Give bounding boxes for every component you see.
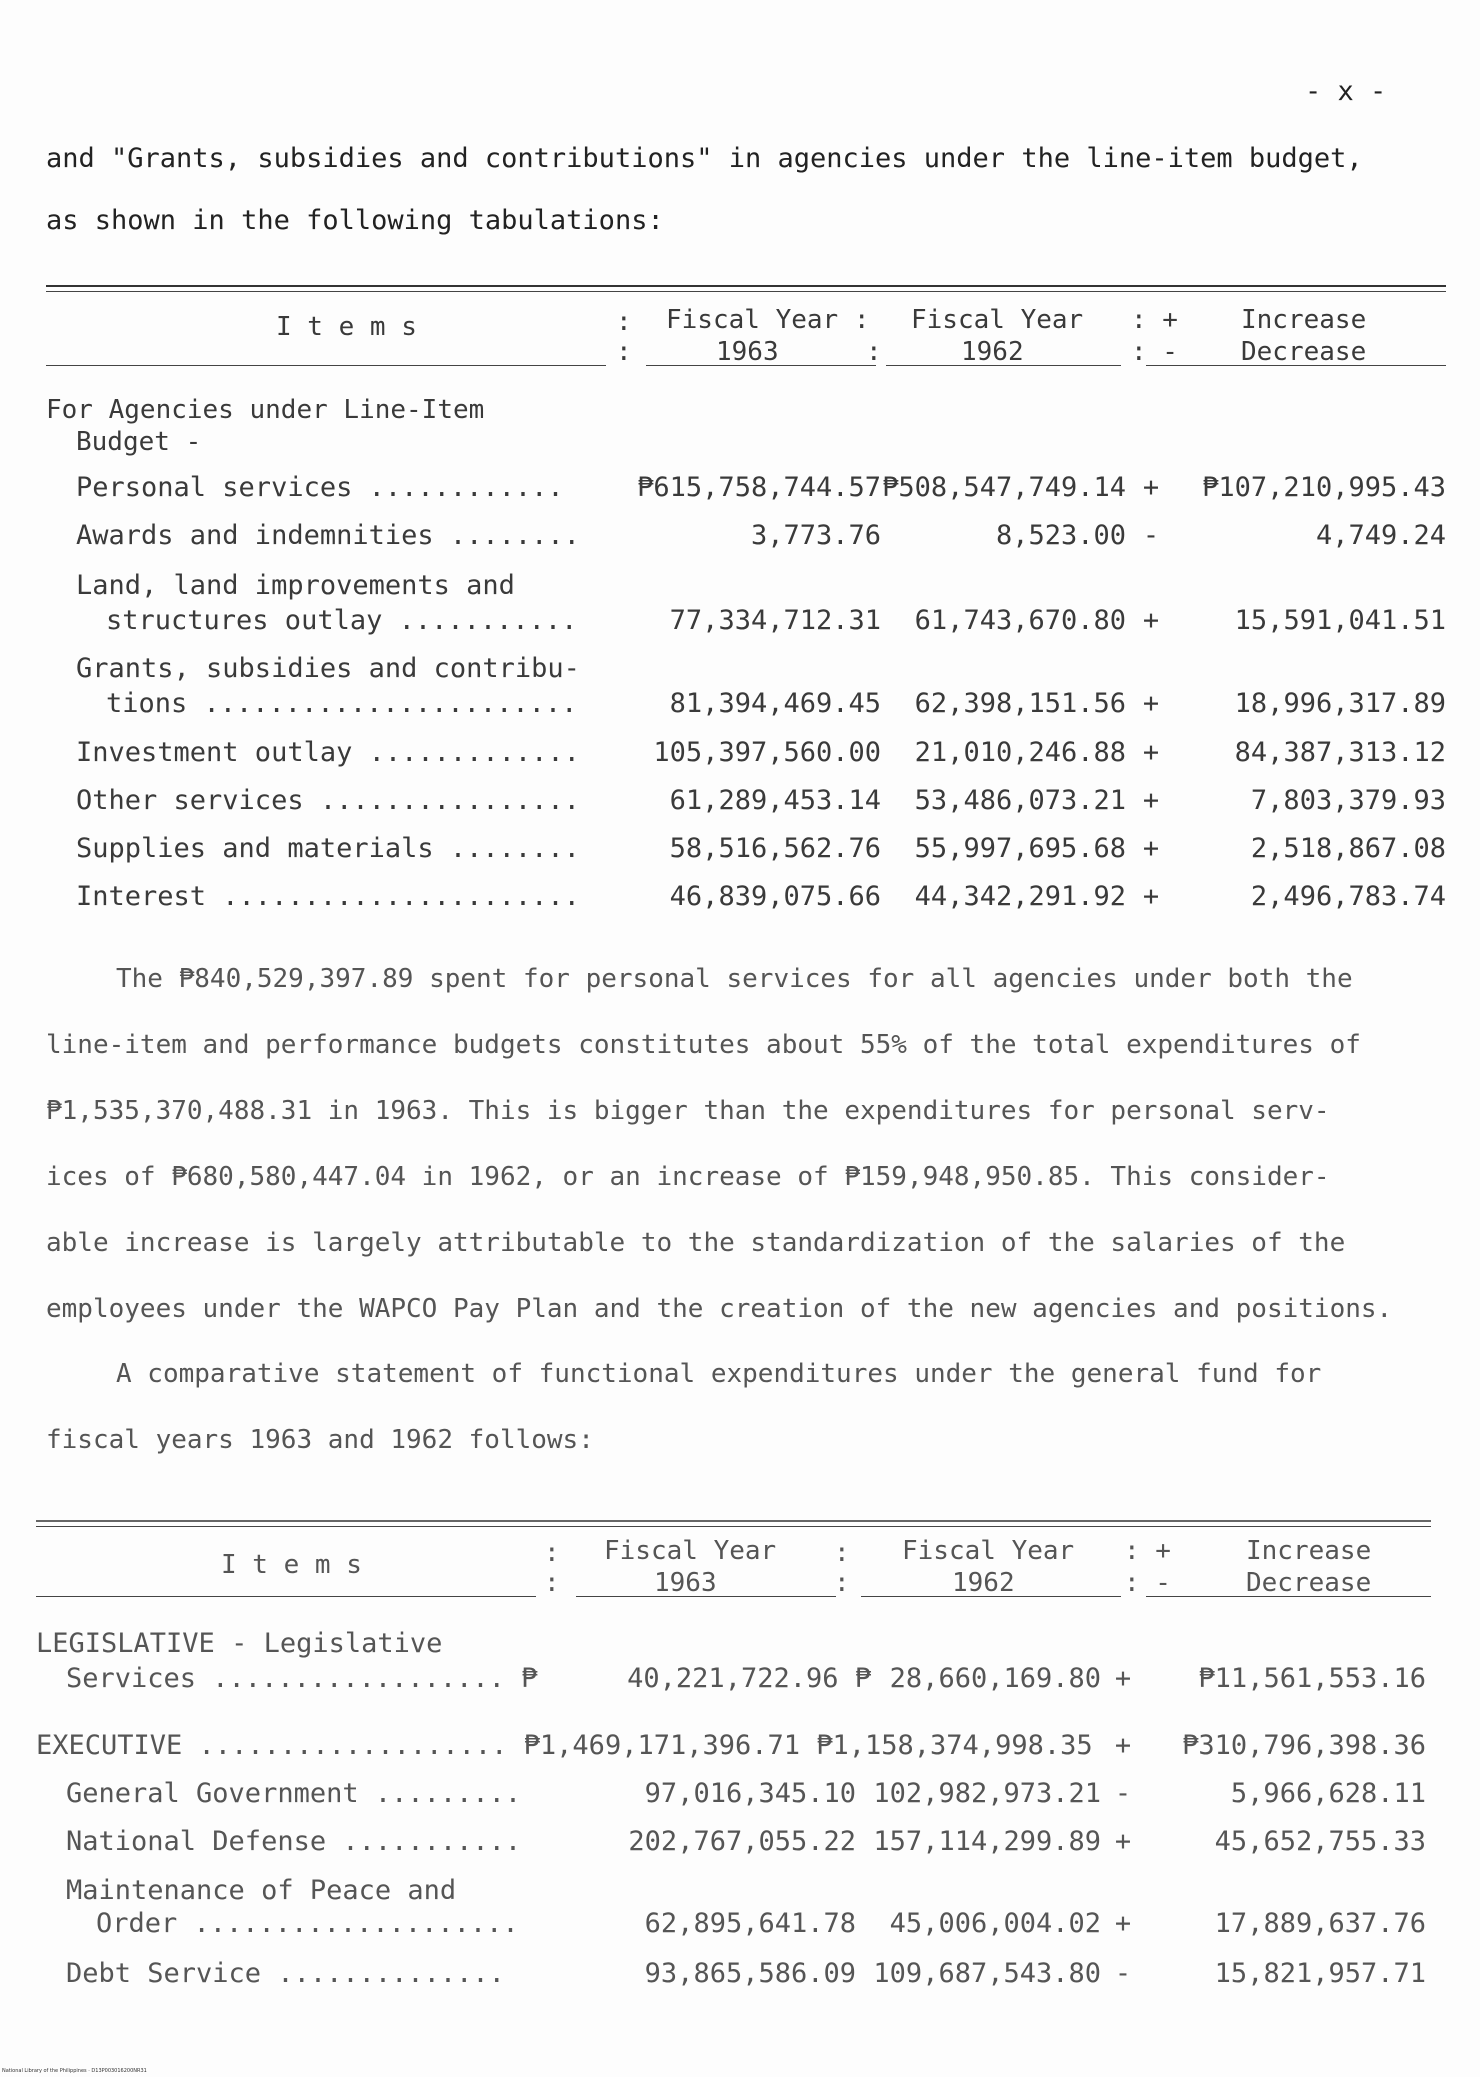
header-underline — [576, 1596, 836, 1597]
value-change: 2,518,867.08 — [1250, 833, 1446, 864]
row-label: Awards and indemnities ........ — [76, 520, 580, 551]
value-1962: 157,114,299.89 — [873, 1826, 1101, 1857]
row-label-cont: Order .................... — [96, 1908, 519, 1939]
intro-line: and "Grants, subsidies and contributions" in agencies under the line-item budget, — [46, 143, 1363, 174]
row-label-cont: Services .................. ₱ — [66, 1663, 538, 1694]
intro-paragraph — [46, 128, 1446, 252]
paragraph-line: ices of ₱680,580,447.04 in 1962, or an increase of ₱159,948,950.85. This consider- — [46, 1162, 1330, 1192]
value-1962: 28,660,169.80 — [889, 1663, 1101, 1694]
table-row — [36, 1958, 1436, 1998]
table-row — [36, 1826, 1436, 1866]
value-change: 7,803,379.93 — [1250, 785, 1446, 816]
table-row — [36, 1730, 1436, 1770]
table-row — [46, 881, 1446, 921]
header-fy1963: Fiscal Year — [604, 1536, 777, 1566]
row-label: General Government ......... — [66, 1778, 522, 1809]
value-change: ₱310,796,398.36 — [1182, 1730, 1426, 1761]
table-row — [46, 472, 1446, 512]
value-change: 17,889,637.76 — [1214, 1908, 1426, 1939]
header-colon: : — [834, 1538, 850, 1568]
change-sign: - — [1142, 520, 1160, 551]
value-1962: 21,010,246.88 — [914, 737, 1126, 768]
table-row-label-line — [36, 1628, 1436, 1668]
table-row — [46, 785, 1446, 825]
row-label: Maintenance of Peace and — [66, 1875, 457, 1906]
header-items: I t e m s — [221, 1550, 362, 1580]
change-sign: - — [1114, 1958, 1132, 1989]
header-increase: Increase — [1246, 1536, 1372, 1566]
value-change: 45,652,755.33 — [1214, 1826, 1426, 1857]
value-1962: 102,982,973.21 — [873, 1778, 1101, 1809]
value-change: 15,591,041.51 — [1234, 605, 1446, 636]
header-fy1962: Fiscal Year — [902, 1536, 1075, 1566]
table-row-label-line — [46, 570, 1446, 610]
change-sign: + — [1142, 785, 1160, 816]
table-row — [46, 833, 1446, 873]
value-1963: 97,016,345.10 — [644, 1778, 856, 1809]
page-number: - x - — [1305, 76, 1387, 107]
archive-footer: National Library of the Philippines · D13P003016200NR31 — [2, 2068, 147, 2074]
change-sign: + — [1142, 881, 1160, 912]
intro-line: as shown in the following tabulations: — [46, 205, 664, 236]
change-sign: + — [1142, 472, 1160, 503]
change-sign: + — [1142, 688, 1160, 719]
value-change: 4,749.24 — [1315, 520, 1446, 551]
change-sign: + — [1114, 1663, 1132, 1694]
line-item-table — [46, 285, 1446, 935]
table-row — [36, 1778, 1436, 1818]
header-fy1963-year: 1963 — [654, 1568, 717, 1598]
header-colon: : — [616, 307, 632, 337]
change-sign: + — [1142, 833, 1160, 864]
paragraph-line: employees under the WAPCO Pay Plan and the creation of the new agencies and positions. — [46, 1294, 1393, 1324]
change-sign: + — [1114, 1826, 1132, 1857]
table-top-rule — [36, 1520, 1431, 1522]
header-items: I t e m s — [276, 312, 417, 342]
table-top-rule-2 — [46, 291, 1446, 292]
header-colon: : — [544, 1538, 560, 1568]
value-change: ₱107,210,995.43 — [1202, 472, 1446, 503]
value-change: 84,387,313.12 — [1234, 737, 1446, 768]
value-1962: 61,743,670.80 — [914, 605, 1126, 636]
row-label: Supplies and materials ........ — [76, 833, 580, 864]
value-1962: ₱508,547,749.14 — [882, 472, 1126, 503]
section-heading: For Agencies under Line-Item — [46, 395, 485, 425]
row-label: Other services ................ — [76, 785, 580, 816]
paragraph-line: fiscal years 1963 and 1962 follows: — [46, 1425, 594, 1455]
value-1962: 62,398,151.56 — [914, 688, 1126, 719]
section-heading-cont: Budget - — [76, 427, 202, 457]
change-sign: + — [1142, 605, 1160, 636]
paragraph-line: The ₱840,529,397.89 spent for personal services for all agencies under both the — [116, 964, 1353, 994]
comparative-paragraph — [46, 1341, 1446, 1473]
header-fy1963: Fiscal Year : — [666, 305, 870, 335]
row-label: National Defense ........... — [66, 1826, 522, 1857]
header-colon: : — [616, 337, 632, 367]
value-1963: 61,289,453.14 — [669, 785, 881, 816]
value-1962: 53,486,073.21 — [914, 785, 1126, 816]
header-colon: : — [834, 1568, 850, 1598]
row-label: Grants, subsidies and contribu- — [76, 653, 580, 684]
change-sign: + — [1142, 737, 1160, 768]
change-sign: - — [1114, 1778, 1132, 1809]
paragraph-line: A comparative statement of functional expenditures under the general fund for — [116, 1359, 1322, 1389]
table-top-rule — [46, 285, 1446, 287]
header-underline — [1146, 1596, 1431, 1597]
value-change: 18,996,317.89 — [1234, 688, 1446, 719]
table-row — [46, 737, 1446, 777]
value-1962: 44,342,291.92 — [914, 881, 1126, 912]
header-underline — [861, 1596, 1121, 1597]
header-fy1962: Fiscal Year — [911, 305, 1084, 335]
value-1963: 202,767,055.22 — [628, 1826, 856, 1857]
value-1962: 55,997,695.68 — [914, 833, 1126, 864]
table-row — [46, 605, 1446, 645]
paragraph-line: ₱1,535,370,488.31 in 1963. This is bigger than the expenditures for personal serv- — [46, 1096, 1330, 1126]
table-row-label-line — [46, 653, 1446, 693]
header-underline — [646, 365, 876, 366]
row-label: Land, land improvements and — [76, 570, 515, 601]
header-underline — [886, 365, 1121, 366]
row-label: Interest ...................... — [76, 881, 580, 912]
header-fy1962-year: 1962 — [952, 1568, 1015, 1598]
header-fy1962-year: 1962 — [961, 337, 1024, 367]
value-1963: 58,516,562.76 — [669, 833, 881, 864]
value-1963: ₱615,758,744.57 — [637, 472, 881, 503]
value-1962: 8,523.00 — [995, 520, 1126, 551]
row-label-cont: tions ....................... — [106, 688, 578, 719]
header-sign-plus: : + — [1131, 305, 1178, 335]
personal-services-paragraph — [46, 946, 1446, 1342]
value-1963: 62,895,641.78 — [644, 1908, 856, 1939]
header-decrease: Decrease — [1241, 337, 1367, 367]
header-sign-plus: : + — [1124, 1536, 1171, 1566]
value-1963: 77,334,712.31 — [669, 605, 881, 636]
table-row — [46, 520, 1446, 560]
header-sign-minus: : - — [1124, 1568, 1171, 1598]
row-label: EXECUTIVE ................... ₱1,469,171,396.71 ₱1,158,374,998.35 — [36, 1730, 1093, 1761]
table-row — [36, 1663, 1436, 1703]
value-change: 15,821,957.71 — [1214, 1958, 1426, 1989]
table-top-rule-2 — [36, 1526, 1431, 1527]
value-1963: 3,773.76 — [750, 520, 881, 551]
value-1963: 46,839,075.66 — [669, 881, 881, 912]
value-1962: 45,006,004.02 — [889, 1908, 1101, 1939]
value-1963: 105,397,560.00 — [653, 737, 881, 768]
row-label: Debt Service .............. — [66, 1958, 505, 1989]
header-increase: Increase — [1241, 305, 1367, 335]
table-row — [36, 1908, 1436, 1948]
header-underline — [36, 1596, 536, 1597]
table-row — [46, 688, 1446, 728]
paragraph-line: line-item and performance budgets constitutes about 55% of the total expenditures of — [46, 1030, 1361, 1060]
header-colon: : — [866, 337, 882, 367]
value-1963: 81,394,469.45 — [669, 688, 881, 719]
value-change: 2,496,783.74 — [1250, 881, 1446, 912]
change-sign: + — [1114, 1730, 1132, 1761]
header-colon: : — [544, 1568, 560, 1598]
value-1962: 109,687,543.80 — [873, 1958, 1101, 1989]
row-label: Personal services ............ — [76, 472, 564, 503]
header-underline — [46, 365, 606, 366]
functional-expenditures-table — [36, 1520, 1436, 2010]
paragraph-line: able increase is largely attributable to the standardization of the salaries of the — [46, 1228, 1346, 1258]
row-label-cont: structures outlay ........... — [106, 605, 578, 636]
header-decrease: Decrease — [1246, 1568, 1372, 1598]
row-label: Investment outlay ............. — [76, 737, 580, 768]
value-change: 5,966,628.11 — [1230, 1778, 1426, 1809]
value-1963: 40,221,722.96 ₱ — [627, 1663, 871, 1694]
header-underline — [1146, 365, 1446, 366]
value-change: ₱11,561,553.16 — [1198, 1663, 1426, 1694]
change-sign: + — [1114, 1908, 1132, 1939]
row-label: LEGISLATIVE - Legislative — [36, 1628, 443, 1659]
header-sign-minus: : - — [1131, 337, 1178, 367]
header-fy1963-year: 1963 — [716, 337, 779, 367]
value-1963: 93,865,586.09 — [644, 1958, 856, 1989]
